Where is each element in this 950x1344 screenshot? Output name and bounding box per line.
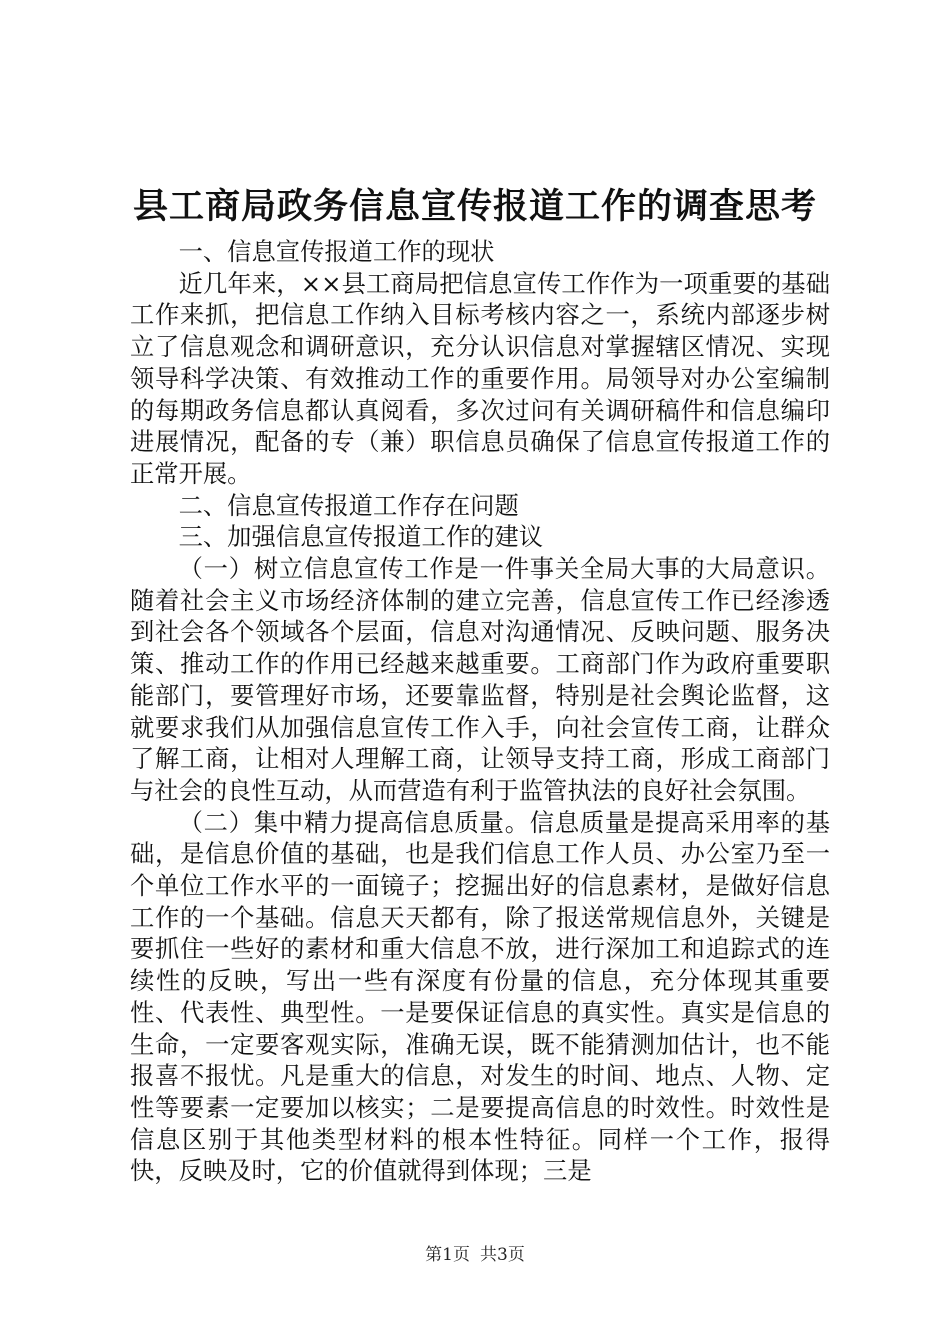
page-total: 共3页 (480, 1245, 525, 1265)
section-heading: 三、加强信息宣传报道工作的建议 (178, 522, 544, 552)
page-footer (0, 1243, 950, 1267)
document-title: 县工商局政务信息宣传报道工作的调查思考 (132, 186, 817, 227)
section-heading: 一、信息宣传报道工作的现状 (178, 237, 495, 266)
body-paragraph: （二）集中精力提高信息质量。信息质量是提高采用率的基础，是信息价值的基础，也是我们信息工作人员、办公室乃至一个单位工作水平的一面镜子；挖掘出好的信息素材，是做好信息工作的一个基础。信息天天都有，除了报送常规信息外，关键是要抓住一些好的素材和重大信息不放，进行深加工和追踪式的连续性的反映，写出一些有深度有份量的信息，充分体现其重要性、代表性、典型性。一是要保证信息的真实性。真实是信息的生命，一定要客观实际，准确无误，既不能猜测加估计，也不能报喜不报忧。凡是重大的信息，对发生的时间、地点、人物、定性等要素一定要加以核实；二是要提高信息的时效性。时效性是信息区别于其他类型材料的根本性特征。同样一个工作，报得快，反映及时，它的价值就得到体现；三是 (130, 807, 830, 1186)
body-paragraph: （一）树立信息宣传工作是一件事关全局大事的大局意识。随着社会主义市场经济体制的建立完善，信息宣传工作已经渗透到社会各个领域各个层面，信息对沟通情况、反映问题、服务决策、推动工作的作用已经越来越重要。工商部门作为政府重要职能部门，要管理好市场，还要靠监督，特别是社会舆论监督，这就要求我们从加强信息宣传工作入手，向社会宣传工商，让群众了解工商，让相对人理解工商，让领导支持工商，形成工商部门与社会的良性互动，从而营造有利于监管执法的良好社会氛围。 (130, 554, 830, 805)
document-body (130, 236, 830, 1187)
section-heading: 二、信息宣传报道工作存在问题 (178, 490, 519, 520)
body-paragraph: 近几年来，××县工商局把信息宣传工作作为一项重要的基础工作来抓，把信息工作纳入目标考核内容之一，系统内部逐步树立了信息观念和调研意识，充分认识信息对掌握辖区情况、实现领导科学决策、有效推动工作的重要作用。局领导对办公室编制的每期政务信息都认真阅看，多次过问有关调研稿件和信息编印进展情况，配备的专（兼）职信息员确保了信息宣传报道工作的正常开展。 (130, 268, 830, 488)
page-number: 第1页 (425, 1245, 470, 1265)
